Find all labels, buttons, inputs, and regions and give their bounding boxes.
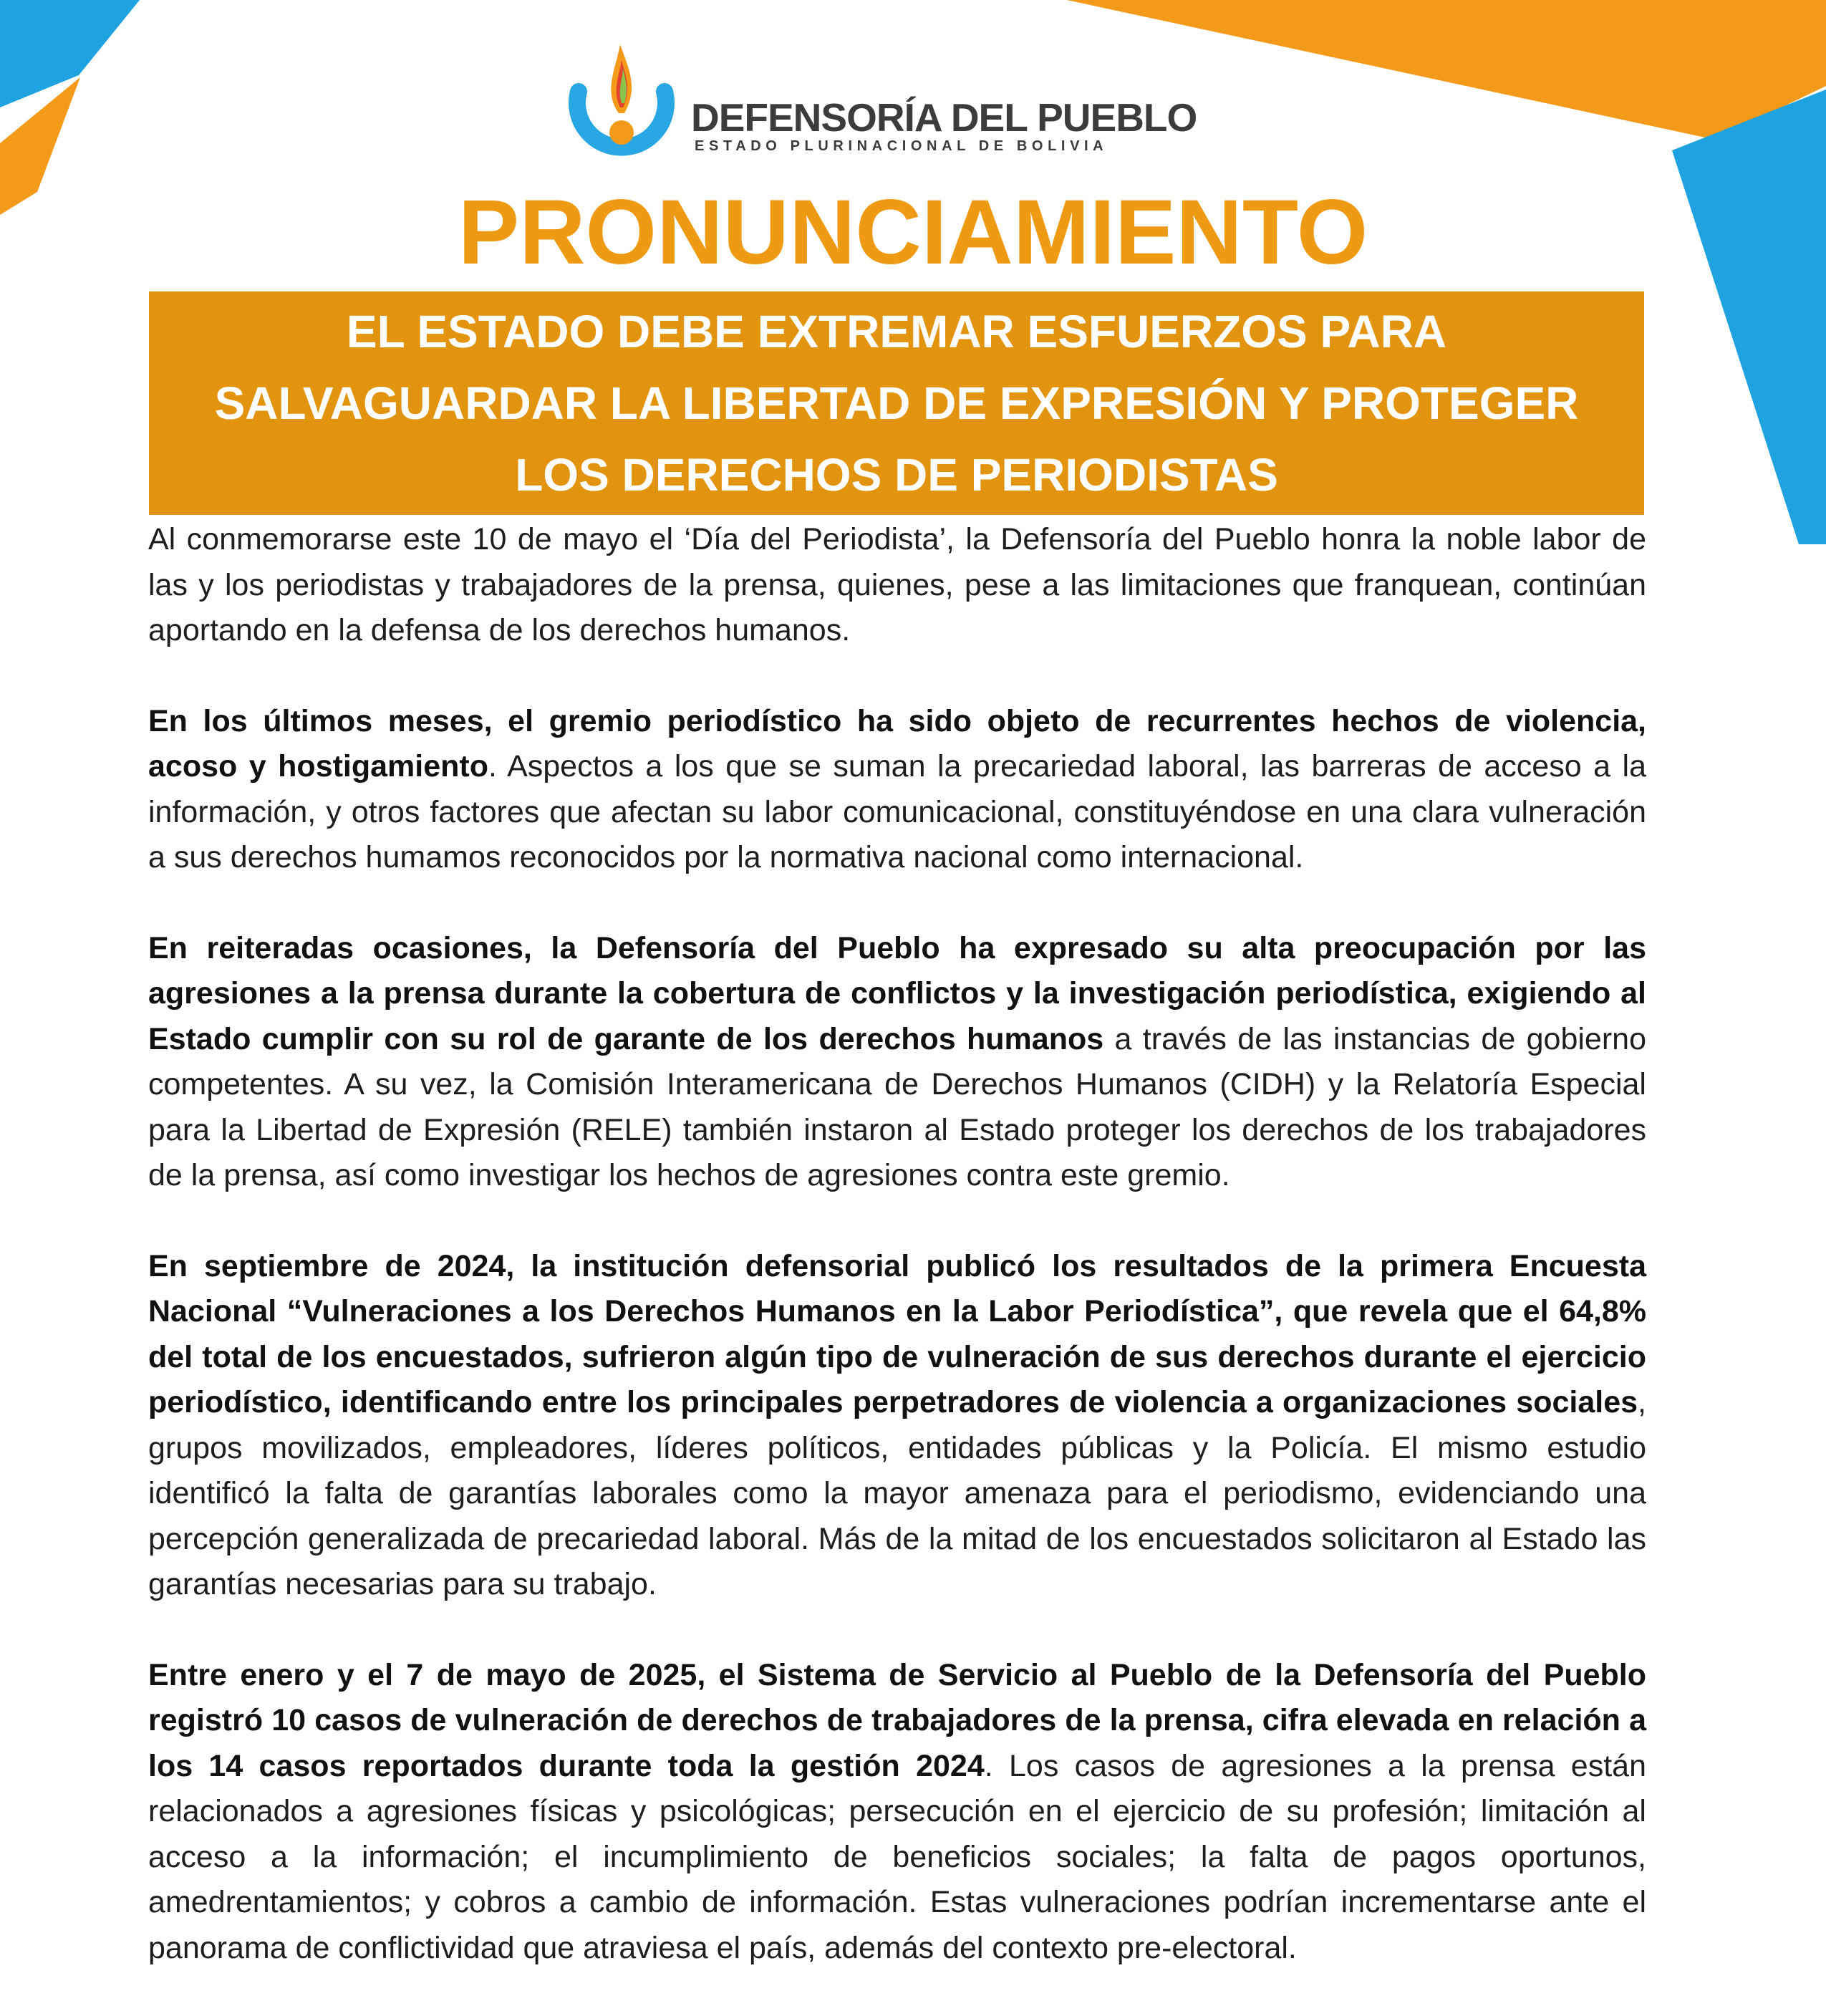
document-body: [148, 517, 1646, 2016]
paragraph-5: [148, 1653, 1646, 1972]
paragraph-5-text: . Los casos de agresiones a la prensa están relacionados a agresiones físicas y psicológicas; persecución en el ejercicio de su profesión; limitación al acceso a la información; el incumplimiento de beneficios sociales; la falta de pagos oportunos, amedrentamientos; y cobros a cambio de información. Estas vulneraciones podrían incrementarse ante el panorama de conflictividad que atraviesa el país, además del contexto pre-electoral.: [148, 1748, 1646, 1965]
headline-line-2: SALVAGUARDAR LA LIBERTAD DE EXPRESIÓN Y PROTEGER: [214, 377, 1579, 429]
logo-title: DEFENSORÍA DEL PUEBLO: [691, 95, 1197, 140]
headline-banner: [149, 291, 1644, 515]
headline-text: [215, 296, 1579, 511]
paragraph-4-bold: En septiembre de 2024, la institución defensorial publicó los resultados de la primera Encuesta Nacional “Vulneraciones a los Derechos Humanos en la Labor Periodística”, que revela que el 64,8% del total de los encuestados, sufrieron algún tipo de vulneración de sus derechos durante el ejercicio periodístico, identificando entre los principales perpetradores de violencia a organizaciones sociales: [148, 1248, 1646, 1419]
paragraph-4-text: , grupos movilizados, empleadores, líderes políticos, entidades públicas y la Policía. El mismo estudio identificó la falta de garantías laborales como la mayor amenaza para el periodismo, evidenciando una percepción generalizada de precariedad laboral. Más de la mitad de los encuestados solicitaron al Estado las garantías necesarias para su trabajo.: [148, 1385, 1646, 1601]
logo-subtitle: ESTADO PLURINACIONAL DE BOLIVIA: [695, 138, 1108, 154]
paragraph-2: [148, 699, 1646, 881]
top-right-blue-shape: [1672, 90, 1826, 544]
paragraph-3-bold: En reiteradas ocasiones, la Defensoría del Pueblo ha expresado su alta preocupación por las agresiones a la prensa durante la cobertura de conflictos y la investigación periodística, exigiendo al Estado cumplir con su rol de garante de los derechos humanos: [148, 930, 1646, 1056]
paragraph-1-text: Al conmemorarse este 10 de mayo el ‘Día del Periodista’, la Defensoría del Pueblo honra la noble labor de las y los periodistas y trabajadores de la prensa, quienes, pese a las limitaciones que franquean, continúan aportando en la defensa de los derechos humanos.: [148, 522, 1646, 647]
paragraph-2-bold: En los últimos meses, el gremio periodístico ha sido objeto de recurrentes hechos de violencia, acoso y hostigamiento: [148, 703, 1646, 783]
paragraph-5-bold: Entre enero y el 7 de mayo de 2025, el Sistema de Servicio al Pueblo de la Defensoría del Pueblo registró 10 casos de vulneración de derechos de trabajadores de la prensa, cifra elevada en relación a los 14 casos reportados durante toda la gestión 2024: [148, 1657, 1646, 1783]
paragraph-3-text: a través de las instancias de gobierno competentes. A su vez, la Comisión Interamericana de Derechos Humanos (CIDH) y la Relatoría Especial para la Libertad de Expresión (RELE) también instaron al Estado proteger los derechos de los trabajadores de la prensa, así como investigar los hechos de agresiones contra este gremio.: [148, 1021, 1646, 1192]
headline-line-3: LOS DERECHOS DE PERIODISTAS: [515, 449, 1278, 501]
paragraph-3: [148, 926, 1646, 1199]
paragraph-2-text: . Aspectos a los que se suman la precariedad laboral, las barreras de acceso a la información, y otros factores que afectan su labor comunicacional, constituyéndose en una clara vulneración a sus derechos humamos reconocidos por la normativa nacional como internacional.: [148, 749, 1646, 874]
paragraph-1: [148, 517, 1646, 654]
headline-line-1: EL ESTADO DEBE EXTREMAR ESFUERZOS PARA: [346, 306, 1447, 357]
logo-emblem-icon: [559, 36, 687, 186]
paragraph-4: [148, 1244, 1646, 1608]
organization-logo: [559, 36, 1197, 186]
page-title: PRONUNCIAMIENTO: [458, 181, 1368, 284]
